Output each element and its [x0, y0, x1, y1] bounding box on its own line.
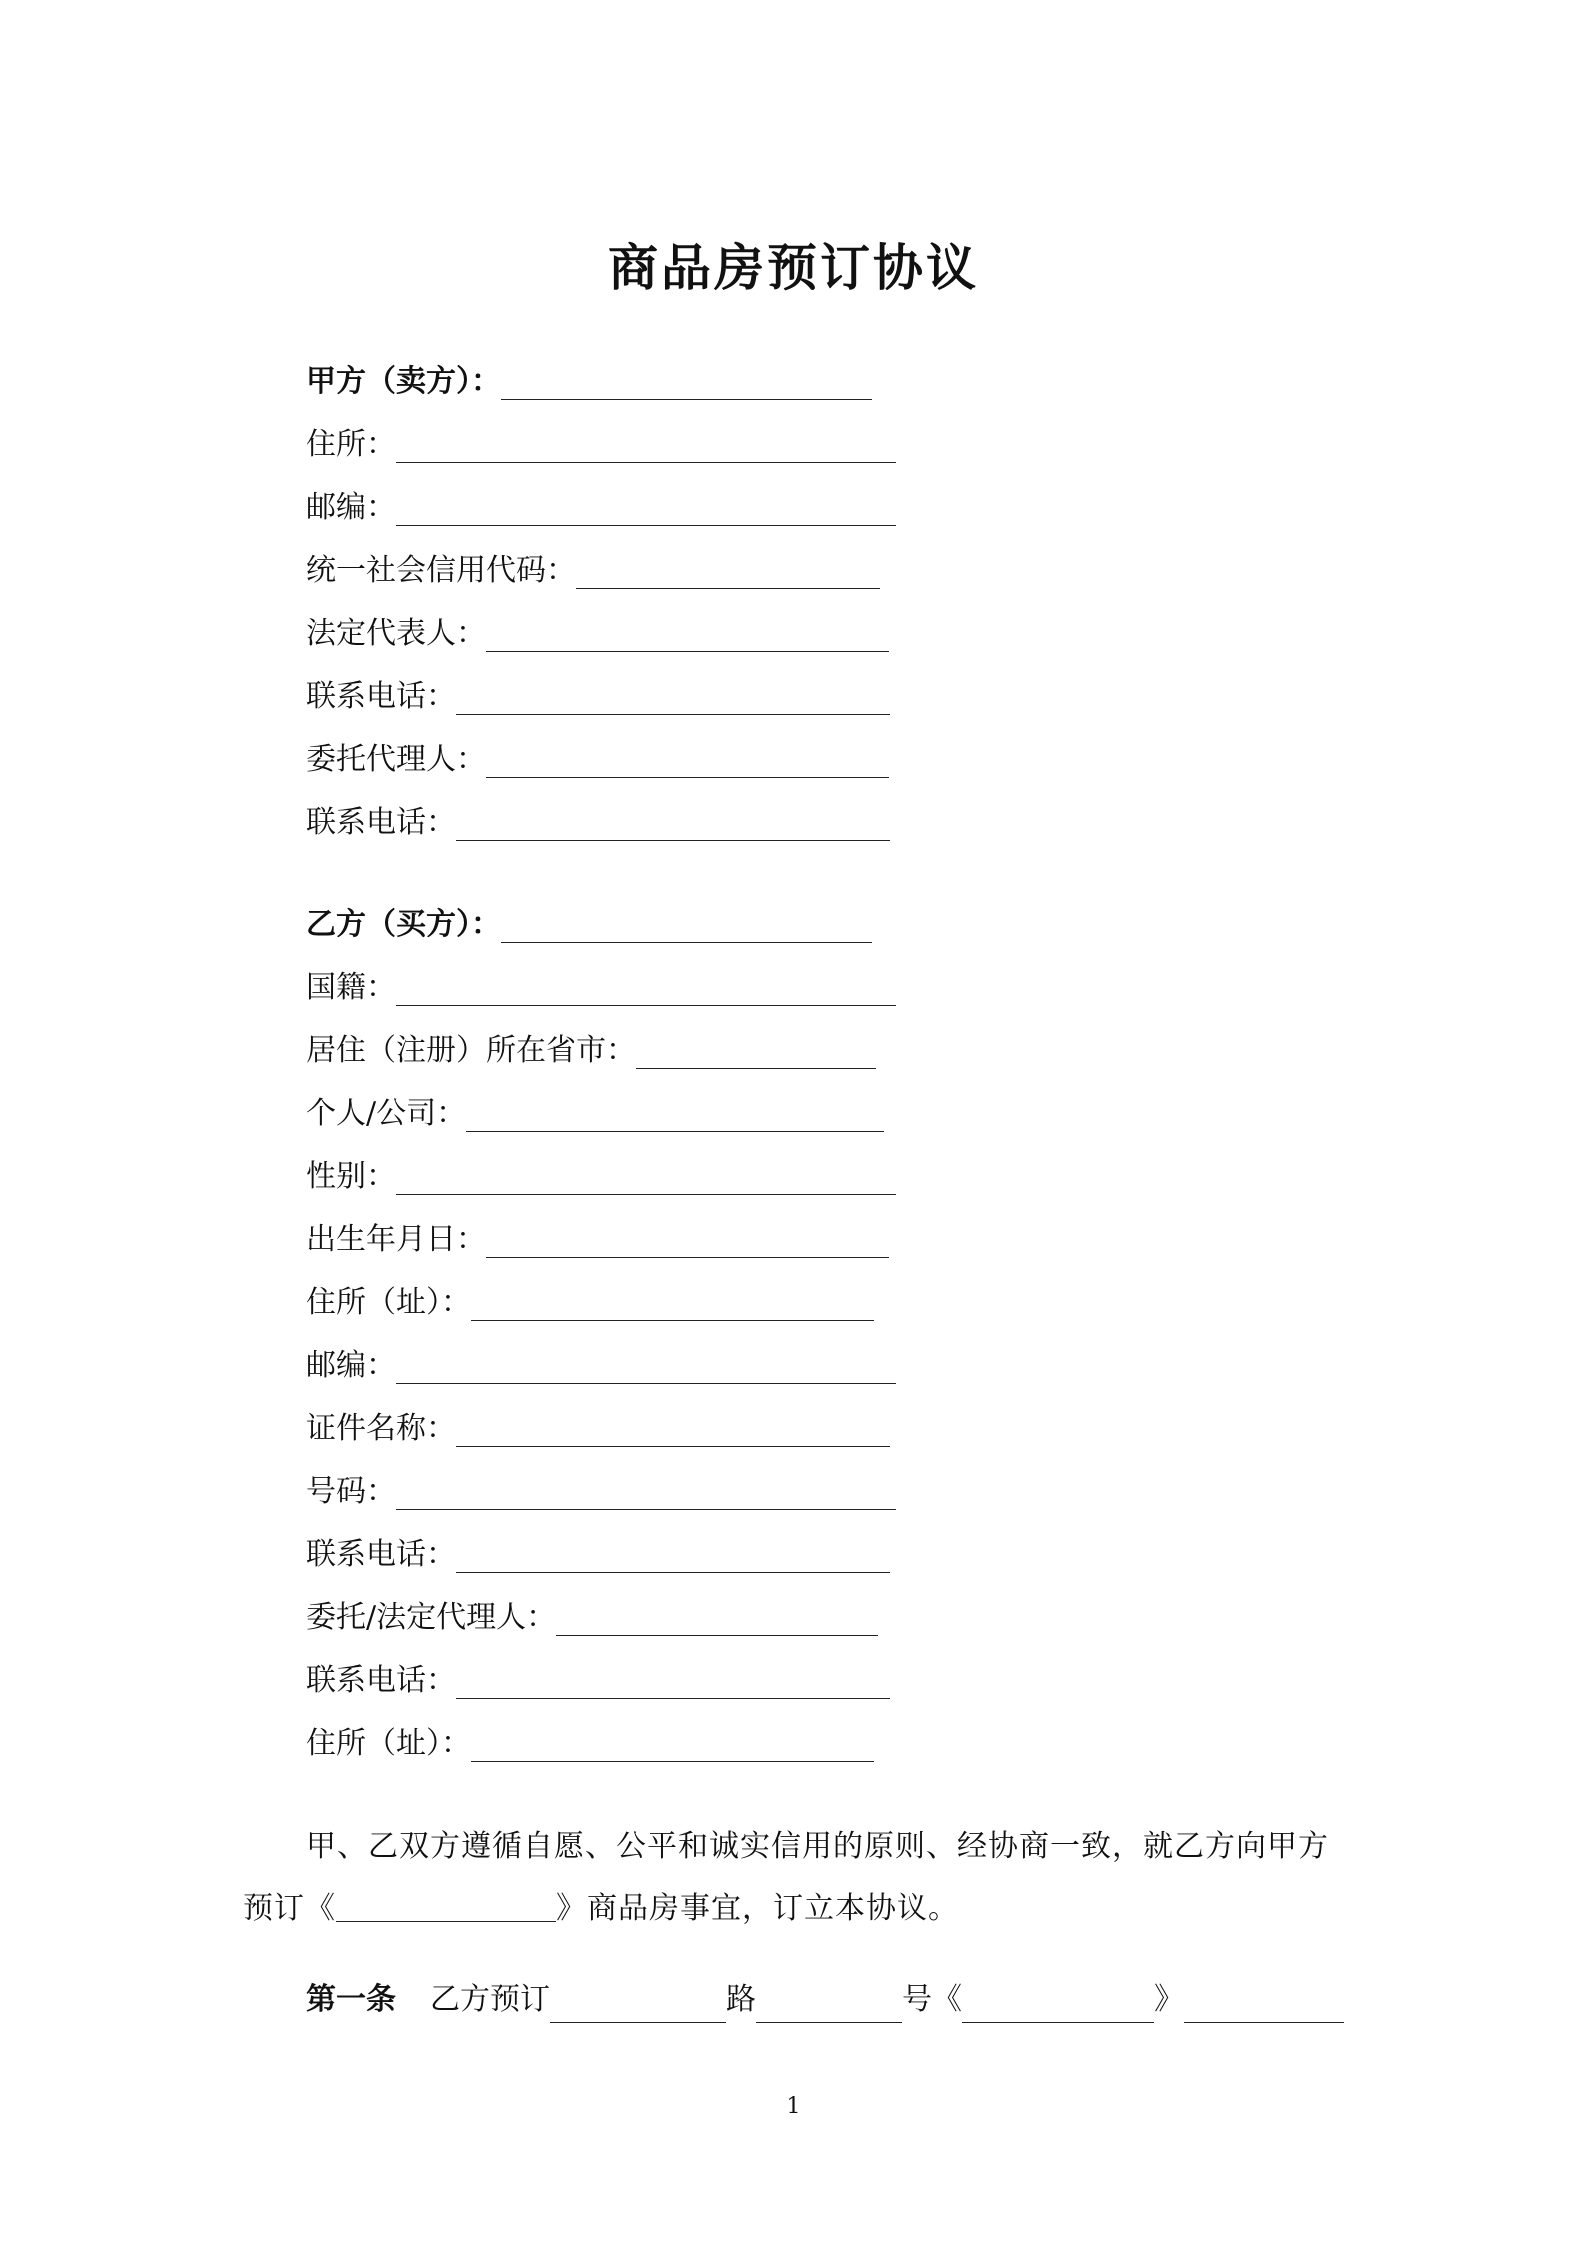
party-a-agent-label: 委托代理人：: [306, 742, 486, 777]
party-b-address-blank[interactable]: [471, 1284, 874, 1321]
article-1-text-3: 号《: [902, 1982, 962, 2017]
party-b-birthdate-field: [306, 1214, 889, 1260]
party-b-agent-address-blank[interactable]: [471, 1725, 874, 1762]
article-1-unit-blank[interactable]: [1184, 1986, 1344, 2023]
party-b-agent-field: [306, 1592, 878, 1638]
party-a-agent-blank[interactable]: [486, 741, 889, 778]
party-b-agent-label: 委托/法定代理人：: [306, 1600, 557, 1635]
party-b-nationality-field: [306, 962, 896, 1008]
party-b-phone-field: [306, 1529, 890, 1575]
party-b-nationality-blank[interactable]: [396, 969, 896, 1006]
article-1-text-1: 乙方预订: [430, 1982, 550, 2017]
party-b-id-type-label: 证件名称：: [306, 1411, 456, 1446]
party-b-gender-blank[interactable]: [396, 1158, 896, 1195]
preamble-text-1: 甲、乙双方遵循自愿、公平和诚实信用的原则、经协商一致，就乙方向甲方预订《: [243, 1829, 1329, 1926]
party-a-heading: 甲方（卖方）：: [306, 364, 501, 399]
party-b-postcode-field: [306, 1340, 896, 1386]
party-b-agent-phone-blank[interactable]: [456, 1662, 890, 1699]
document-title: 商品房预订协议: [608, 238, 979, 297]
party-b-address-label: 住所（址）：: [306, 1285, 471, 1320]
party-b-type-label: 个人/公司：: [306, 1096, 467, 1131]
party-a-agent-phone-blank[interactable]: [456, 804, 890, 841]
party-a-agent-phone-field: [306, 797, 890, 843]
party-a-credit-code-field: [306, 545, 880, 591]
party-a-heading-field: [306, 356, 872, 402]
party-b-agent-address-label: 住所（址）：: [306, 1726, 471, 1761]
party-a-postcode-field: [306, 482, 896, 528]
party-b-phone-blank[interactable]: [456, 1536, 890, 1573]
preamble-paragraph: [243, 1816, 1353, 1940]
party-a-phone-field: [306, 671, 890, 717]
party-b-address-field: [306, 1277, 874, 1323]
article-1-building-blank[interactable]: [962, 1986, 1154, 2023]
party-b-type-field: [306, 1088, 884, 1134]
article-1-text-2: 路: [726, 1982, 756, 2017]
party-b-phone-label: 联系电话：: [306, 1537, 456, 1572]
article-1-road-blank[interactable]: [756, 1986, 902, 2023]
page-number: 1: [786, 2094, 801, 2119]
party-b-heading-field: [306, 899, 872, 945]
party-a-postcode-blank[interactable]: [396, 489, 896, 526]
party-b-id-number-blank[interactable]: [396, 1473, 896, 1510]
project-name-blank[interactable]: [336, 1885, 556, 1922]
party-b-type-blank[interactable]: [466, 1095, 884, 1132]
party-b-heading: 乙方（买方）：: [306, 907, 501, 942]
party-a-agent-field: [306, 734, 889, 780]
party-b-postcode-label: 邮编：: [306, 1348, 396, 1383]
party-a-credit-code-label: 统一社会信用代码：: [306, 553, 576, 588]
party-b-id-number-label: 号码：: [306, 1474, 396, 1509]
party-b-agent-address-field: [306, 1718, 874, 1764]
party-a-postcode-label: 邮编：: [306, 490, 396, 525]
party-b-agent-blank[interactable]: [556, 1599, 878, 1636]
party-a-legal-rep-blank[interactable]: [486, 615, 889, 652]
article-1-number: 第一条: [306, 1982, 396, 2017]
party-b-id-type-field: [306, 1403, 890, 1449]
article-1-district-blank[interactable]: [550, 1986, 726, 2023]
party-a-address-blank[interactable]: [396, 426, 896, 463]
preamble-text-2: 》商品房事宜，订立本协议。: [556, 1891, 959, 1926]
party-b-id-number-field: [306, 1466, 896, 1512]
party-a-agent-phone-label: 联系电话：: [306, 805, 456, 840]
party-b-agent-phone-field: [306, 1655, 890, 1701]
party-a-phone-blank[interactable]: [456, 678, 890, 715]
party-b-residence-label: 居住（注册）所在省市：: [306, 1033, 636, 1068]
party-a-legal-rep-field: [306, 608, 889, 654]
party-a-phone-label: 联系电话：: [306, 679, 456, 714]
party-a-credit-code-blank[interactable]: [576, 552, 880, 589]
party-b-nationality-label: 国籍：: [306, 970, 396, 1005]
party-a-address-field: [306, 419, 896, 465]
party-b-id-type-blank[interactable]: [456, 1410, 890, 1447]
party-a-address-label: 住所：: [306, 427, 396, 462]
party-b-name-blank[interactable]: [501, 906, 872, 943]
party-a-name-blank[interactable]: [501, 363, 872, 400]
party-b-birthdate-label: 出生年月日：: [306, 1222, 486, 1257]
party-b-residence-blank[interactable]: [636, 1032, 876, 1069]
party-b-agent-phone-label: 联系电话：: [306, 1663, 456, 1698]
party-b-postcode-blank[interactable]: [396, 1347, 896, 1384]
party-b-gender-label: 性别：: [306, 1159, 396, 1194]
party-a-legal-rep-label: 法定代表人：: [306, 616, 486, 651]
article-1: [306, 1977, 1344, 2023]
party-b-residence-field: [306, 1025, 876, 1071]
article-1-text-4: 》: [1154, 1982, 1184, 2017]
party-b-gender-field: [306, 1151, 896, 1197]
party-b-birthdate-blank[interactable]: [486, 1221, 889, 1258]
